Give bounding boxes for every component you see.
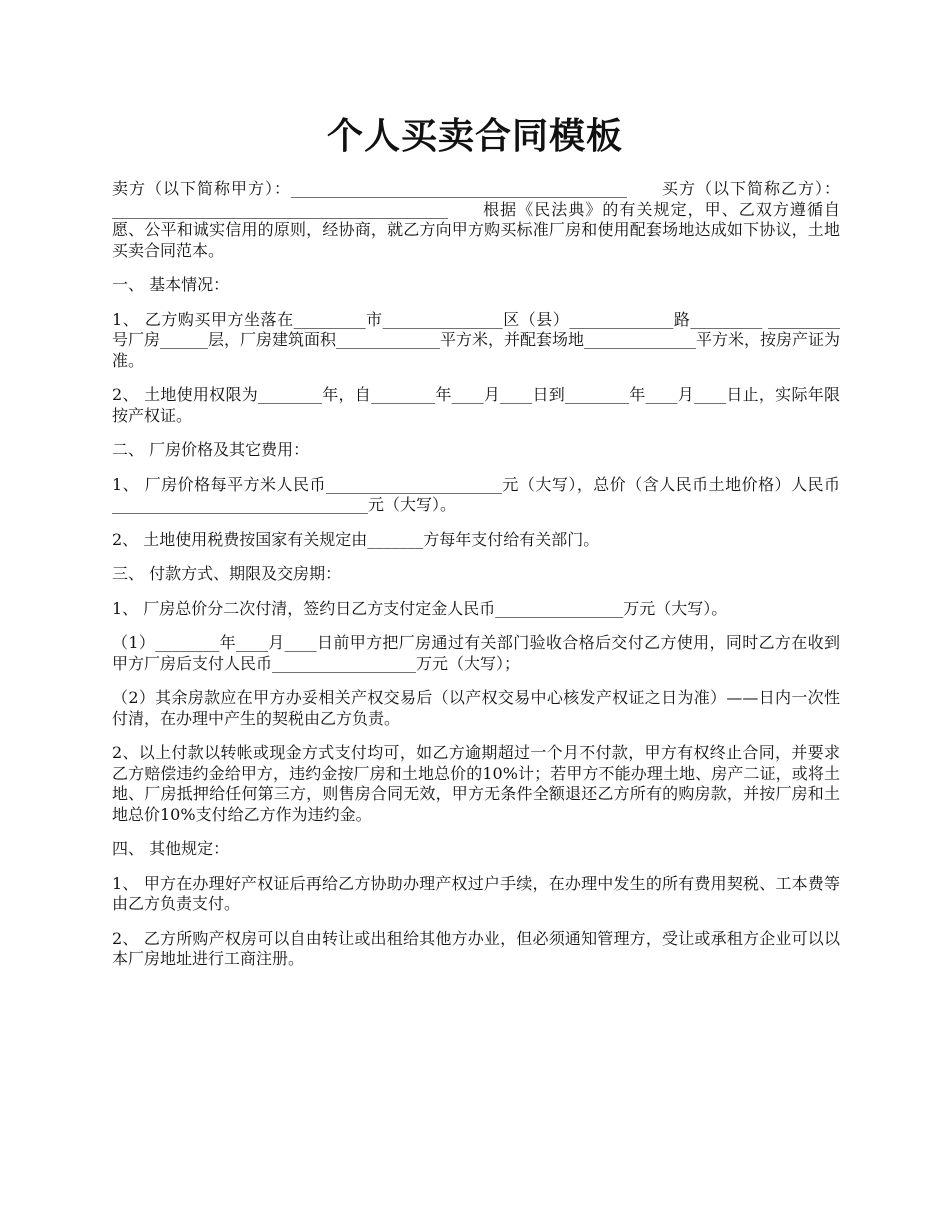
section-heading-1: 一、 基本情况： (112, 275, 230, 294)
paragraph-4-1: 1、 甲方在办理好产权证后再给乙方协助办理产权过户手续，在办理中发生的所有费用契税、工本费等由乙方负责支付。 (112, 873, 840, 913)
paragraph-3-1: 1、 厂房总价分二次付清，签约日乙方支付定金人民币________________万元（大写）。 (112, 598, 728, 618)
paragraph-3-1-b: （2）其余房款应在甲方办妥相关产权交易后（以产权交易中心核发产权证之日为准）——日内一次性付清，在办理中产生的契税由乙方负责。 (112, 688, 840, 728)
paragraph-intro: 卖方（以下简称甲方）：__________________________________________ 买方（以下简称乙方）：__________________________________________ 根据《民法典》的有关规定，甲、乙双方遵循自愿、公平和诚实信用的原则，经协商，就乙方向甲方购买标准厂房和使用配套场地达成如下协议，土地买卖合同范本。 (112, 179, 840, 260)
paragraph-1-2: 2、 土地使用权限为________年，自________年____月____日到________年____月____日止，实际年限按产权证。 (112, 385, 840, 425)
document-title: 个人买卖合同模板 (326, 115, 623, 157)
document-body (112, 179, 840, 984)
paragraph-4-2: 2、 乙方所购产权房可以自由转让或出租给其他方办业，但必须通知管理方，受让或承租方企业可以以本厂房地址进行工商注册。 (112, 928, 840, 968)
paragraph-1-1: 1、 乙方购买甲方坐落在_________市_______________区（县）_____________路_________ _________号厂房______层，厂房建筑面积_____________平方米，并配套场地______________平方米，按房产证为准。 (112, 309, 841, 370)
paragraph-3-2: 2、以上付款以转帐或现金方式支付均可，如乙方逾期超过一个月不付款，甲方有权终止合同，并要求乙方赔偿违约金给甲方，违约金按厂房和土地总价的10%计；若甲方不能办理土地、房产二证，或将土地、厂房抵押给任何第三方，则售房合同无效，甲方无条件全额退还乙方所有的购房款，并按厂房和土地总价10%支付给乙方作为违约金。 (112, 743, 840, 824)
paragraph-2-1: 1、 厂房价格每平方米人民币______________________元（大写），总价（含人民币土地价格）人民币________________________________元（大写）。 (112, 474, 840, 514)
paragraph-2-2: 2、 土地使用税费按国家有关规定由_______方每年支付给有关部门。 (112, 529, 600, 549)
section-heading-3: 三、 付款方式、期限及交房期： (112, 564, 342, 583)
section-heading-2: 二、 厂房价格及其它费用： (112, 440, 310, 459)
paragraph-3-1-a: （1）________年____月____日前甲方把厂房通过有关部门验收合格后交付乙方使用，同时乙方在收到甲方厂房后支付人民币__________________万元（大写）； (112, 633, 840, 673)
section-heading-4: 四、 其他规定： (112, 839, 230, 858)
